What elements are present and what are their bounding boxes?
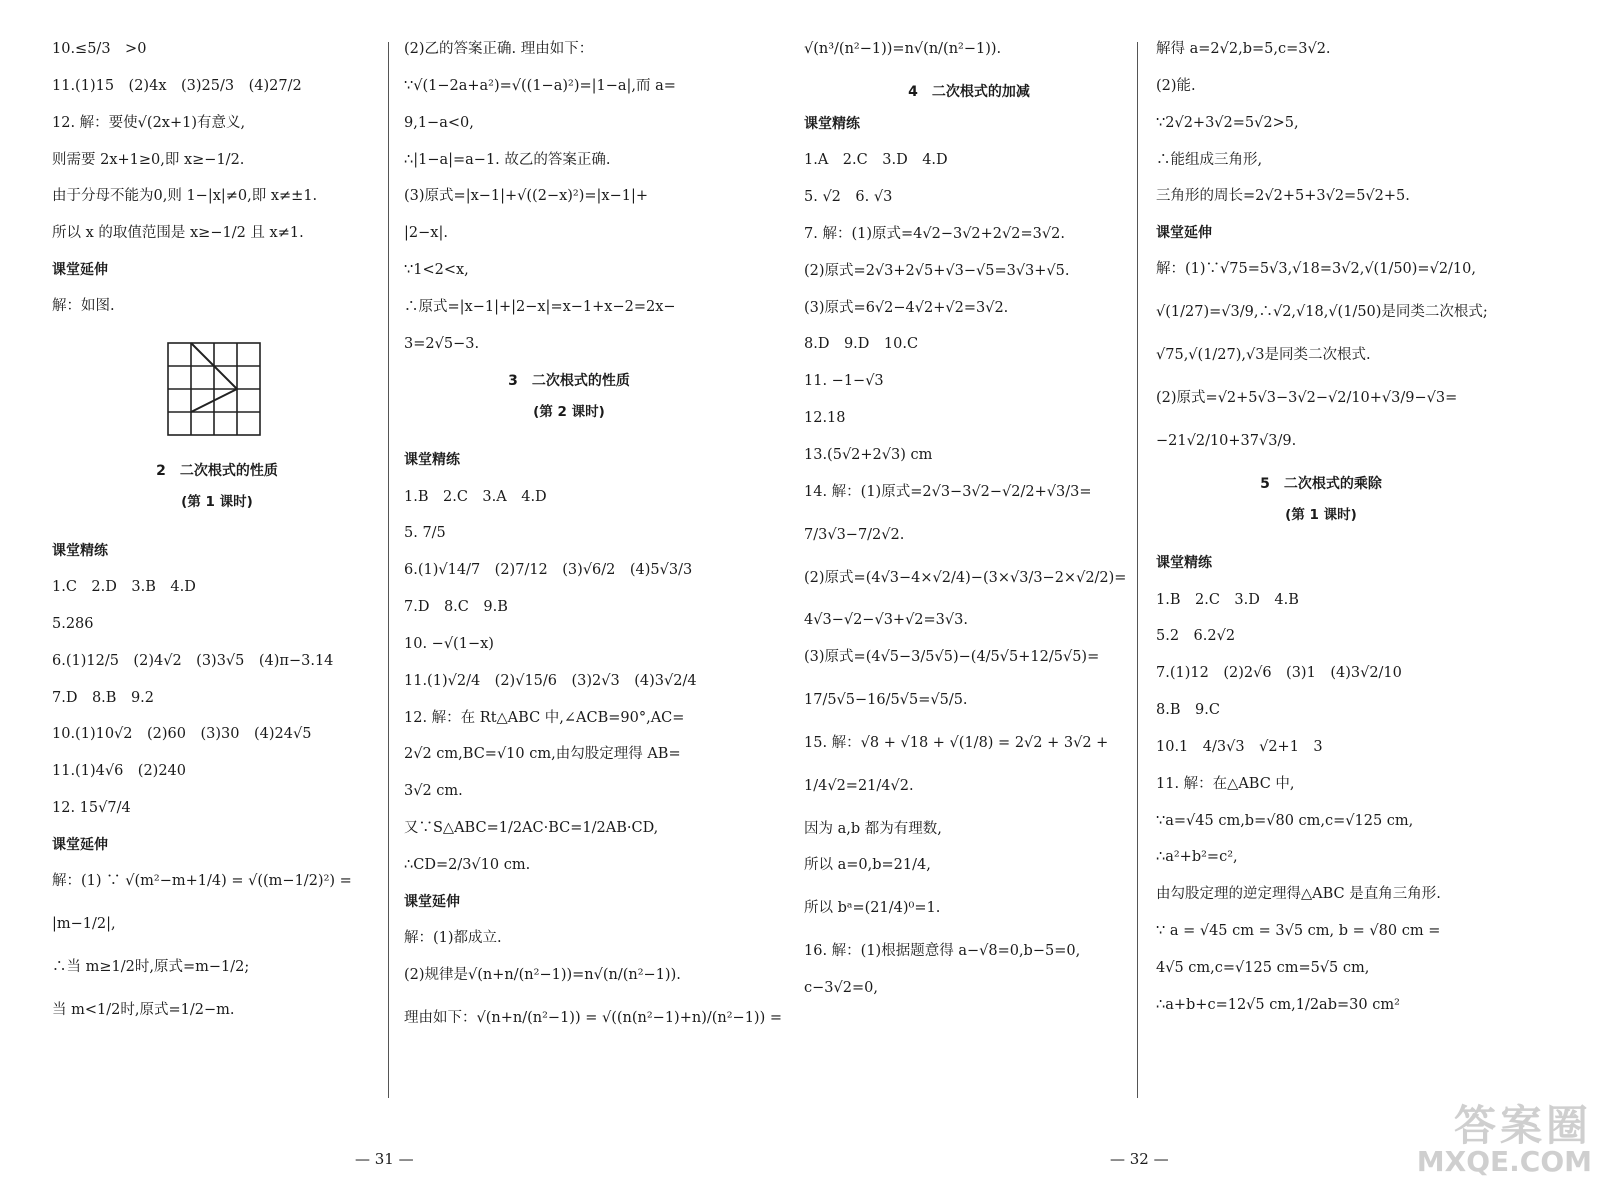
col2-line: 课堂精练	[404, 452, 460, 469]
col1b-line: ∴当 m≥1/2时,原式=m−1/2;	[52, 958, 250, 975]
col4-line: ∴a²+b²=c²,	[1156, 849, 1238, 866]
col4-line: ∵2√2+3√2=5√2>5,	[1156, 114, 1299, 131]
col2-line: (第 2 课时)	[533, 403, 605, 420]
col3-body	[804, 40, 1134, 998]
col2-line: ∴|1−a|=a−1. 故乙的答案正确.	[404, 151, 611, 168]
column-2	[404, 40, 782, 1046]
col3-line: 4√3−√2−√3+√2=3√3.	[804, 612, 968, 629]
divider-1	[388, 42, 389, 1098]
col3-line: (3)原式=(4√5−3/5√5)−(4/5√5+12/5√5)=	[804, 649, 1100, 666]
col1b-line: 解：(1) ∵ √(m²−m+1/4) = √((m−1/2)²) =	[52, 873, 352, 890]
col3-line: (2)原式=(4√3−4×√2/4)−(3×√3/3−2×√2/2)=	[804, 569, 1127, 586]
col3-line: (3)原式=6√2−4√2+√2=3√2.	[804, 299, 1009, 316]
page-number-right: — 32 —	[1110, 1150, 1169, 1168]
col1b-line: |m−1/2|,	[52, 915, 116, 932]
col4-body	[1156, 40, 1486, 1015]
col2-line: 2√2 cm,BC=√10 cm,由勾股定理得 AB=	[404, 746, 681, 763]
col4-line: ∵ a = √45 cm = 3√5 cm, b = √80 cm =	[1156, 923, 1441, 940]
col2-line: 3=2√5−3.	[404, 335, 480, 352]
col4-line: √(1/27)=√3/9,∴√2,√18,√(1/50)是同类二次根式;	[1156, 304, 1488, 321]
column-3	[804, 40, 1134, 1016]
col3-line: 15. 解：√8 + √18 + √(1/8) = 2√2 + 3√2 +	[804, 734, 1109, 751]
col2-line: 课堂延伸	[404, 893, 460, 910]
col1-bottom	[52, 462, 382, 1019]
col2-line: 6.(1)√14/7 (2)7/12 (3)√6/2 (4)5√3/3	[404, 562, 693, 579]
watermark-logo	[1416, 1101, 1592, 1179]
col3-line: 16. 解：(1)根据题意得 a−√8=0,b−5=0,	[804, 943, 1081, 960]
col3-line: 12.18	[804, 410, 846, 427]
col2-line: 5. 7/5	[404, 525, 446, 542]
col2-line: (2)规律是√(n+n/(n²−1))=n√(n/(n²−1)).	[404, 966, 681, 983]
col4-line: (第 1 课时)	[1285, 506, 1357, 523]
col4-line: (2)能.	[1156, 77, 1196, 94]
col1b-line: 7.D 8.B 9.2	[52, 689, 155, 706]
col1b-line: (第 1 课时)	[181, 494, 253, 511]
col3-line: √(n³/(n²−1))=n√(n/(n²−1)).	[804, 41, 1002, 57]
col2-line: 12. 解：在 Rt△ABC 中,∠ACB=90°,AC=	[404, 709, 685, 726]
col3-line: 7/3√3−7/2√2.	[804, 526, 905, 543]
col1b-line: 12. 15√7/4	[52, 800, 131, 817]
col4-line: 7.(1)12 (2)2√6 (3)1 (4)3√2/10	[1156, 665, 1402, 682]
col1-line: 12. 解：要使√(2x+1)有意义,	[52, 114, 246, 131]
col2-line: 11.(1)√2/4 (2)√15/6 (3)2√3 (4)3√2/4	[404, 672, 697, 689]
col4-line: 5 二次根式的乘除	[1260, 475, 1382, 492]
col1b-line: 2 二次根式的性质	[156, 463, 278, 480]
col3-line: 17/5√5−16/5√5=√5/5.	[804, 692, 968, 709]
col4-line: 10.1 4/3√3 √2+1 3	[1156, 738, 1323, 755]
col2-line: 9,1−a<0,	[404, 114, 474, 131]
col4-line: 解：(1)∵√75=5√3,√18=3√2,√(1/50)=√2/10,	[1156, 261, 1476, 278]
col2-line: 1.B 2.C 3.A 4.D	[404, 488, 547, 505]
col2-line: 又∵S△ABC=1/2AC·BC=1/2AB·CD,	[404, 820, 659, 837]
col3-line: 7. 解：(1)原式=4√2−3√2+2√2=3√2.	[804, 225, 1065, 242]
col2-line: 7.D 8.C 9.B	[404, 599, 508, 616]
col1-line: 课堂延伸	[52, 262, 108, 279]
watermark-url: MXQE.COM	[1416, 1145, 1592, 1179]
col4-line: 1.B 2.C 3.D 4.B	[1156, 591, 1299, 608]
col2-line: (2)乙的答案正确. 理由如下：	[404, 41, 594, 57]
col2-line: 10. −√(1−x)	[404, 635, 494, 652]
col4-line: 8.B 9.C	[1156, 702, 1220, 719]
col3-line: 11. −1−√3	[804, 373, 884, 390]
col1-line: 解：如图.	[52, 298, 115, 315]
col3-line: c−3√2=0,	[804, 979, 878, 996]
col3-line: 1.A 2.C 3.D 4.D	[804, 152, 948, 169]
col4-line: 课堂延伸	[1156, 225, 1212, 242]
col3-line: 13.(5√2+2√3) cm	[804, 446, 933, 463]
column-4	[1156, 40, 1486, 1033]
col2-line: |2−x|.	[404, 225, 448, 242]
col4-line: 4√5 cm,c=√125 cm=5√5 cm,	[1156, 959, 1370, 976]
col1-line: 由于分母不能为0,则 1−|x|≠0,即 x≠±1.	[52, 188, 318, 205]
col1b-line: 6.(1)12/5 (2)4√2 (3)3√5 (4)π−3.14	[52, 652, 334, 669]
col4-line: ∴能组成三角形,	[1156, 151, 1263, 168]
col4-line: 三角形的周长=2√2+5+3√2=5√2+5.	[1156, 188, 1410, 205]
col4-line: 解得 a=2√2,b=5,c=3√2.	[1156, 41, 1331, 57]
col4-line: (2)原式=√2+5√3−3√2−√2/10+√3/9−√3=	[1156, 389, 1458, 406]
col2-line: 解：(1)都成立.	[404, 929, 502, 946]
col3-line: 14. 解：(1)原式=2√3−3√2−√2/2+√3/3=	[804, 483, 1092, 500]
col4-line: 课堂精练	[1156, 555, 1212, 572]
col2-line: (3)原式=|x−1|+√((2−x)²)=|x−1|+	[404, 188, 649, 205]
col1-line: 所以 x 的取值范围是 x≥−1/2 且 x≠1.	[52, 225, 304, 242]
col3-line: 所以 bᵃ=(21/4)⁰=1.	[804, 900, 941, 917]
col2-line: ∴原式=|x−1|+|2−x|=x−1+x−2=2x−	[404, 298, 676, 315]
col1-line: 则需要 2x+1≥0,即 x≥−1/2.	[52, 151, 245, 168]
col1b-line: 当 m<1/2时,原式=1/2−m.	[52, 1001, 235, 1018]
col2-line: ∵1<2<x,	[404, 262, 469, 279]
col4-line: ∴a+b+c=12√5 cm,1/2ab=30 cm²	[1156, 996, 1400, 1013]
column-1	[52, 40, 382, 1037]
col4-line: 由勾股定理的逆定理得△ABC 是直角三角形.	[1156, 886, 1441, 903]
col3-line: 8.D 9.D 10.C	[804, 336, 919, 353]
col3-line: 所以 a=0,b=21/4,	[804, 857, 931, 874]
col1b-line: 课堂精练	[52, 542, 108, 559]
col3-line: 4 二次根式的加减	[908, 83, 1030, 100]
col4-line: −21√2/10+37√3/9.	[1156, 432, 1297, 449]
col2-line: 3 二次根式的性质	[508, 372, 630, 389]
col3-line: 因为 a,b 都为有理数,	[804, 820, 942, 837]
grid-figure	[167, 342, 261, 436]
col4-line: √75,√(1/27),√3是同类二次根式.	[1156, 347, 1371, 364]
col3-line: 1/4√2=21/4√2.	[804, 777, 914, 794]
col1-top	[52, 40, 382, 316]
divider-2	[1137, 42, 1138, 1098]
col1b-line: 5.286	[52, 615, 94, 632]
col3-line: (2)原式=2√3+2√5+√3−√5=3√3+√5.	[804, 262, 1070, 279]
col2-line: 3√2 cm.	[404, 783, 463, 800]
col1b-line: 1.C 2.D 3.B 4.D	[52, 579, 196, 596]
page-number-left: — 31 —	[355, 1150, 414, 1168]
col4-line: 11. 解：在△ABC 中,	[1156, 775, 1295, 792]
col2-body	[404, 40, 782, 1028]
col1b-line: 10.(1)10√2 (2)60 (3)30 (4)24√5	[52, 726, 312, 743]
col3-line: 5. √2 6. √3	[804, 189, 893, 206]
col1-line: 11.(1)15 (2)4x (3)25/3 (4)27/2	[52, 77, 302, 94]
col2-line: 理由如下：√(n+n/(n²−1)) = √((n(n²−1)+n)/(n²−1)) =	[404, 1009, 782, 1026]
col2-line: ∵√(1−2a+a²)=√((1−a)²)=|1−a|,而 a=	[404, 77, 676, 94]
col2-line: ∴CD=2/3√10 cm.	[404, 856, 531, 873]
col1-line: 10.≤5/3 >0	[52, 41, 147, 57]
col1b-line: 11.(1)4√6 (2)240	[52, 763, 187, 780]
col4-line: 5.2 6.2√2	[1156, 628, 1236, 645]
col4-line: ∵a=√45 cm,b=√80 cm,c=√125 cm,	[1156, 812, 1414, 829]
watermark-text: 答案圈	[1453, 1101, 1592, 1151]
col1b-line: 课堂延伸	[52, 836, 108, 853]
col3-line: 课堂精练	[804, 116, 860, 133]
